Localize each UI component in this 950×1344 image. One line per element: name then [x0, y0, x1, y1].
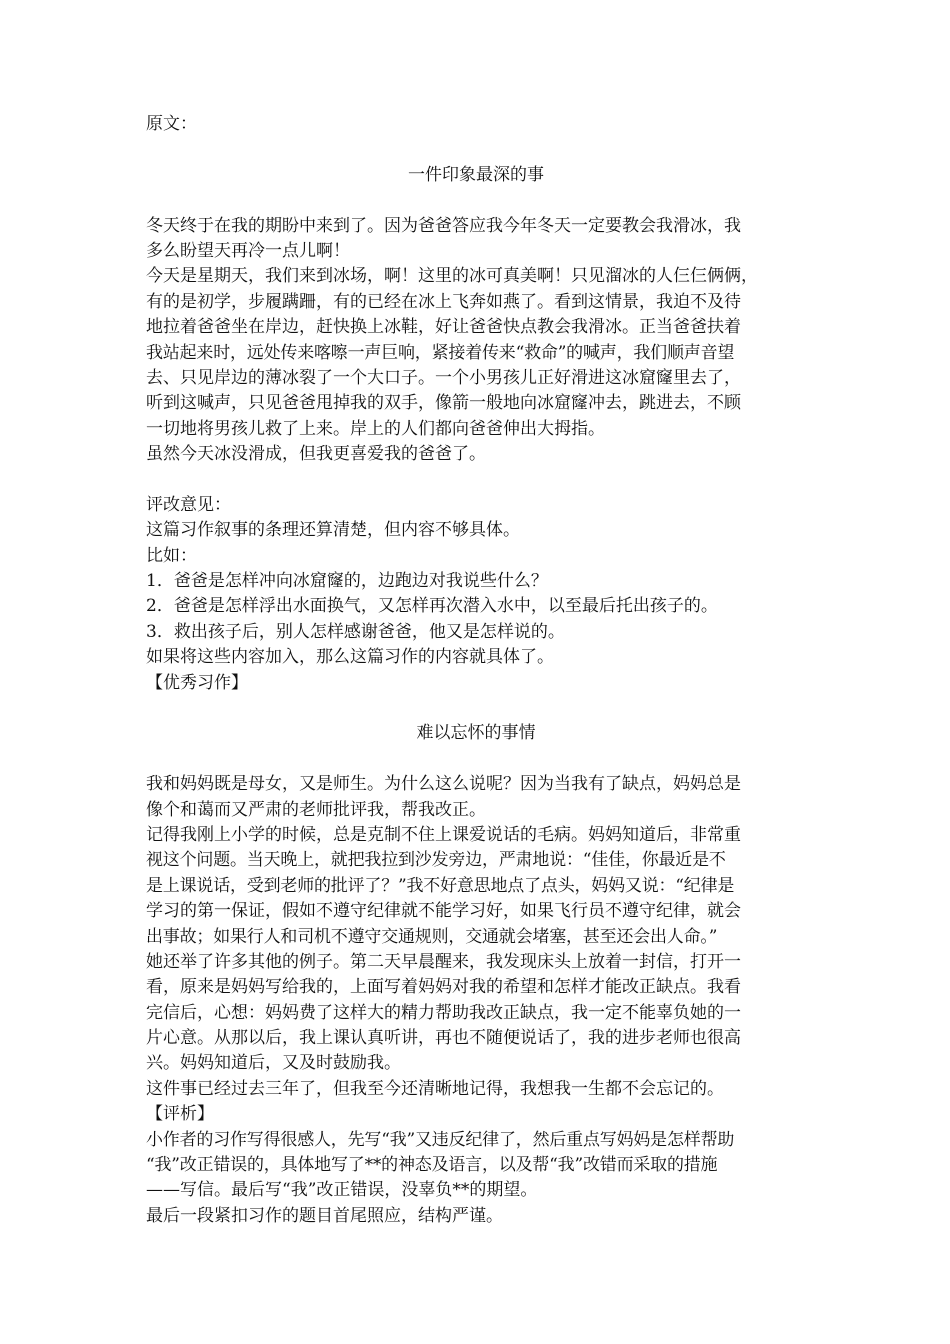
- story2-line: 我和妈妈既是母女，又是师生。为什么这么说呢？因为当我有了缺点，妈妈总是: [146, 774, 741, 795]
- document-page: [146, 112, 806, 1229]
- story2-line: 像个和蔼而又严肃的老师批评我，帮我改正。: [146, 799, 486, 820]
- review-section: [146, 493, 806, 696]
- spacer: [146, 696, 806, 721]
- story1-line: 虽然今天冰没滑成，但我更喜爱我的爸爸了。: [146, 444, 486, 465]
- story2-line: 她还举了许多其他的例子。第二天早晨醒来，我发现床头上放着一封信，打开一: [146, 951, 741, 972]
- story2-body: [146, 772, 806, 1229]
- story1-line: 多么盼望天再冷一点儿啊！: [146, 240, 350, 261]
- review-item: 2．爸爸是怎样浮出水面换气，又怎样再次潜入水中，以至最后托出孩子的。: [146, 596, 718, 617]
- story2-line: 完信后，心想：妈妈费了这样大的精力帮助我改正缺点，我一定不能辜负她的一: [146, 1002, 741, 1023]
- story2-line: 出事故；如果行人和司机不遵守交通规则，交通就会堵塞，甚至还会出人命。”: [146, 926, 718, 947]
- review-line: 这篇习作叙事的条理还算清楚，但内容不够具体。: [146, 520, 520, 541]
- commentary-line: ——写信。最后写“我”改正错误，没辜负**的期望。: [146, 1180, 538, 1201]
- story2-line: 片心意。从那以后，我上课认真听讲，再也不随便说话了，我的进步老师也很高: [146, 1028, 741, 1049]
- commentary-line: “我”改正错误的，具体地写了**的神态及语言，以及帮“我”改错而采取的措施: [146, 1155, 718, 1176]
- story1-line: 听到这喊声，只见爸爸甩掉我的双手，像箭一般地向冰窟窿冲去，跳进去，不顾: [146, 393, 741, 414]
- review-heading: 评改意见：: [146, 494, 231, 515]
- commentary-line: 最后一段紧扣习作的题目首尾照应，结构严谨。: [146, 1205, 503, 1226]
- story2-line: 这件事已经过去三年了，但我至今还清晰地记得，我想我一生都不会忘记的。: [146, 1078, 724, 1099]
- story1-line: 有的是初学，步履蹒跚，有的已经在冰上飞奔如燕了。看到这情景，我迫不及待: [146, 291, 741, 312]
- spacer: [146, 747, 806, 772]
- story2-title: 难以忘怀的事情: [416, 723, 536, 744]
- story1-line: 地拉着爸爸坐在岸边，赶快换上冰鞋，好让爸爸快点教会我滑冰。正当爸爸扶着: [146, 317, 741, 338]
- story1-title: 一件印象最深的事: [408, 164, 544, 185]
- story2-line: 记得我刚上小学的时候，总是克制不住上课爱说话的毛病。妈妈知道后，非常重: [146, 824, 741, 845]
- story1-line: 一切地将男孩儿救了上来。岸上的人们都向爸爸伸出大拇指。: [146, 418, 605, 439]
- excellent-essay-label: 【优秀习作】: [146, 672, 248, 693]
- review-line: 如果将这些内容加入，那么这篇习作的内容就具体了。: [146, 647, 554, 668]
- story1-body: [146, 214, 806, 468]
- commentary-label: 【评析】: [146, 1104, 214, 1125]
- review-item: 1．爸爸是怎样冲向冰窟窿的，边跑边对我说些什么？: [146, 571, 548, 592]
- original-label: 原文：: [146, 114, 197, 134]
- story1-line: 冬天终于在我的期盼中来到了。因为爸爸答应我今年冬天一定要教会我滑冰，我: [146, 215, 741, 236]
- story1-line: 去、只见岸边的薄冰裂了一个大口子。一个小男孩儿正好滑进这冰窟窿里去了，: [146, 367, 741, 388]
- story2-line: 兴。妈妈知道后，又及时鼓励我。: [146, 1053, 401, 1074]
- review-item: 3．救出孩子后，别人怎样感谢爸爸，他又是怎样说的。: [146, 621, 565, 642]
- spacer: [146, 188, 806, 213]
- story1-line: 今天是星期天，我们来到冰场，啊！这里的冰可真美啊！只见溜冰的人仨仨俩俩，: [146, 266, 758, 287]
- story2-line: 是上课说话，受到老师的批评了？”我不好意思地点了点头，妈妈又说：“纪律是: [146, 875, 735, 896]
- spacer: [146, 137, 806, 162]
- spacer: [146, 467, 806, 492]
- story2-line: 学习的第一保证，假如不遵守纪律就不能学习好，如果飞行员不遵守纪律，就会: [146, 901, 741, 922]
- commentary-line: 小作者的习作写得很感人，先写“我”又违反纪律了，然后重点写妈妈是怎样帮助: [146, 1129, 735, 1150]
- story2-line: 看，原来是妈妈写给我的，上面写着妈妈对我的希望和怎样才能改正缺点。我看: [146, 977, 741, 998]
- story1-line: 我站起来时，远处传来喀嚓一声巨响，紧接着传来“救命”的喊声，我们顺声音望: [146, 342, 735, 363]
- story2-line: 视这个问题。当天晚上，就把我拉到沙发旁边，严肃地说：“佳佳，你最近是不: [146, 850, 726, 871]
- review-line: 比如：: [146, 545, 197, 566]
